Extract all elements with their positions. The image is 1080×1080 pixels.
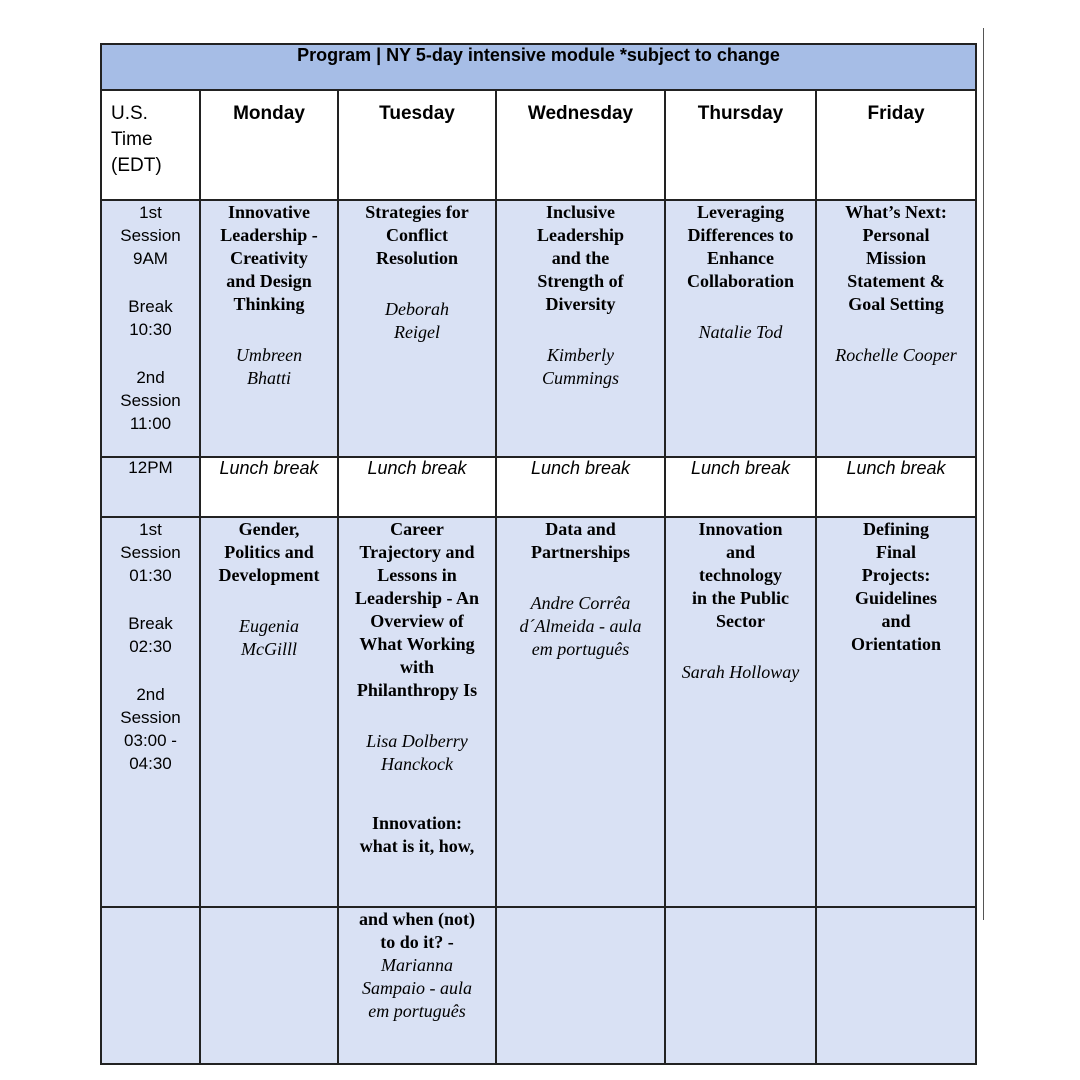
session-monday-am — [200, 200, 338, 457]
day-header-thursday: Thursday — [665, 90, 816, 200]
continuation-wednesday — [496, 907, 665, 1064]
extra-session-title: Innovation: what is it, how, — [359, 813, 475, 856]
day-header-tuesday: Tuesday — [338, 90, 496, 200]
session-tuesday-am — [338, 200, 496, 457]
afternoon-time-cell: 1st Session 01:30 Break 02:30 2nd Session 03:00 - 04:30 — [101, 517, 200, 907]
title-row — [101, 44, 976, 90]
session-thursday-am — [665, 200, 816, 457]
session-friday-am — [816, 200, 976, 457]
session-speaker: Kimberly Cummings — [541, 345, 619, 388]
session-speaker: Umbreen Bhatti — [235, 345, 303, 388]
session-speaker: Deborah Reigel — [385, 299, 449, 342]
session-title: Data and Partnerships — [531, 519, 630, 562]
continuation-friday — [816, 907, 976, 1064]
session-title: Career Trajectory and Lessons in Leadership - An Overview of What Working with Philanthropy Is — [354, 519, 480, 700]
session-speaker: Natalie Tod — [698, 322, 783, 342]
continuation-tuesday — [338, 907, 496, 1064]
day-header-friday: Friday — [816, 90, 976, 200]
page-edge-line — [983, 28, 984, 920]
session-title: Leveraging Differences to Enhance Collaboration — [686, 202, 794, 291]
session-title: Gender, Politics and Development — [218, 519, 320, 585]
session-title: What’s Next: Personal Mission Statement & Goal Setting — [845, 202, 947, 314]
program-schedule-table — [100, 43, 977, 1065]
lunch-friday: Lunch break — [816, 457, 976, 517]
continuation-thursday — [665, 907, 816, 1064]
session-monday-pm — [200, 517, 338, 907]
lunch-tuesday: Lunch break — [338, 457, 496, 517]
extra-session-speaker: Marianna Sampaio - aula em português — [362, 955, 472, 1021]
lunch-monday: Lunch break — [200, 457, 338, 517]
morning-time-cell: 1st Session 9AM Break 10:30 2nd Session 11:00 — [101, 200, 200, 457]
header-row — [101, 90, 976, 200]
afternoon-row — [101, 517, 976, 907]
lunch-thursday: Lunch break — [665, 457, 816, 517]
program-title: Program | NY 5-day intensive module *subject to change — [101, 44, 976, 90]
continuation-monday — [200, 907, 338, 1064]
day-header-wednesday: Wednesday — [496, 90, 665, 200]
session-thursday-pm — [665, 517, 816, 907]
session-title: Inclusive Leadership and the Strength of Diversity — [536, 202, 624, 314]
session-tuesday-pm — [338, 517, 496, 907]
continuation-time-cell — [101, 907, 200, 1064]
session-speaker: Rochelle Cooper — [835, 345, 957, 365]
day-header-monday: Monday — [200, 90, 338, 200]
session-title: Innovation and technology in the Public Sector — [691, 519, 789, 631]
session-friday-pm — [816, 517, 976, 907]
session-speaker: Eugenia McGilll — [239, 616, 299, 659]
session-speaker: Lisa Dolberry Hanckock — [366, 731, 468, 774]
session-speaker: Andre Corrêa d´Almeida - aula em português — [519, 593, 642, 659]
session-wednesday-pm — [496, 517, 665, 907]
lunch-wednesday: Lunch break — [496, 457, 665, 517]
morning-row — [101, 200, 976, 457]
continuation-row — [101, 907, 976, 1064]
time-column-header: U.S. Time (EDT) — [101, 90, 200, 200]
extra-session-title-cont: and when (not) to do it? - — [358, 909, 476, 952]
lunch-time-cell: 12PM — [101, 457, 200, 517]
lunch-row — [101, 457, 976, 517]
session-title: Innovative Leadership - Creativity and Design Thinking — [220, 202, 318, 314]
session-speaker: Sarah Holloway — [681, 662, 800, 682]
session-title: Strategies for Conflict Resolution — [365, 202, 469, 268]
session-wednesday-am — [496, 200, 665, 457]
session-title: Defining Final Projects: Guidelines and Orientation — [851, 519, 942, 654]
